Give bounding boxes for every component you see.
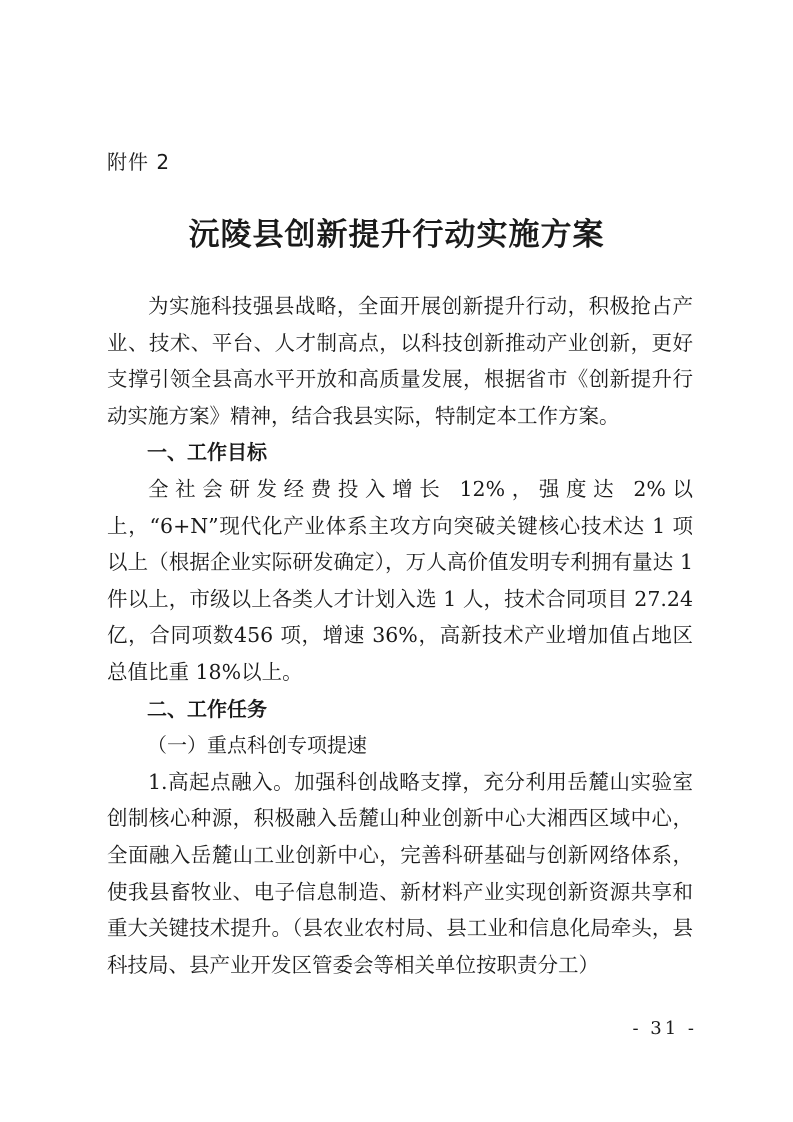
document-title: 沅陵县创新提升行动实施方案	[188, 217, 605, 253]
section-heading-goals: 一、工作目标	[147, 440, 267, 465]
subsection-heading-key-projects: （一）重点科创专项提速	[147, 733, 367, 758]
intro-paragraph: 为实施科技强县战略，全面开展创新提升行动，积极抢占产业、技术、平台、人才制高点，以科技创新推动产业创新，更好支撑引领全县高水平开放和高质量发展，根据省市《创新提升行动实施方案》精神，结合我县实际，特制定本工作方案。	[107, 294, 693, 428]
page-number: - 31 -	[632, 1018, 697, 1039]
attachment-label: 附件 2	[107, 150, 171, 174]
goals-paragraph: 全社会研发经费投入增长 12%，强度达 2%以上，“6+N”现代化产业体系主攻方向突破关键核心技术达 1 项以上（根据企业实际研发确定），万人高价值发明专利拥有量达 1 件以上，市级以上各类人才计划入选 1 人，技术合同项目 27.24 亿，合同项数456 项，增速 36%，高新技术产业增加值占地区总值比重 18%以上。	[107, 476, 693, 684]
section-heading-tasks: 二、工作任务	[147, 696, 267, 721]
task-item-paragraph: 1.高起点融入。加强科创战略支撑，充分利用岳麓山实验室创制核心种源，积极融入岳麓山种业创新中心大湘西区域中心，全面融入岳麓山工业创新中心，完善科研基础与创新网络体系，使我县畜牧业、电子信息制造、新材料产业实现创新资源共享和重大关键技术提升。（县农业农村局、县工业和信息化局牵头，县科技局、县产业开发区管委会等相关单位按职责分工）	[107, 769, 693, 977]
document-body	[107, 288, 693, 983]
